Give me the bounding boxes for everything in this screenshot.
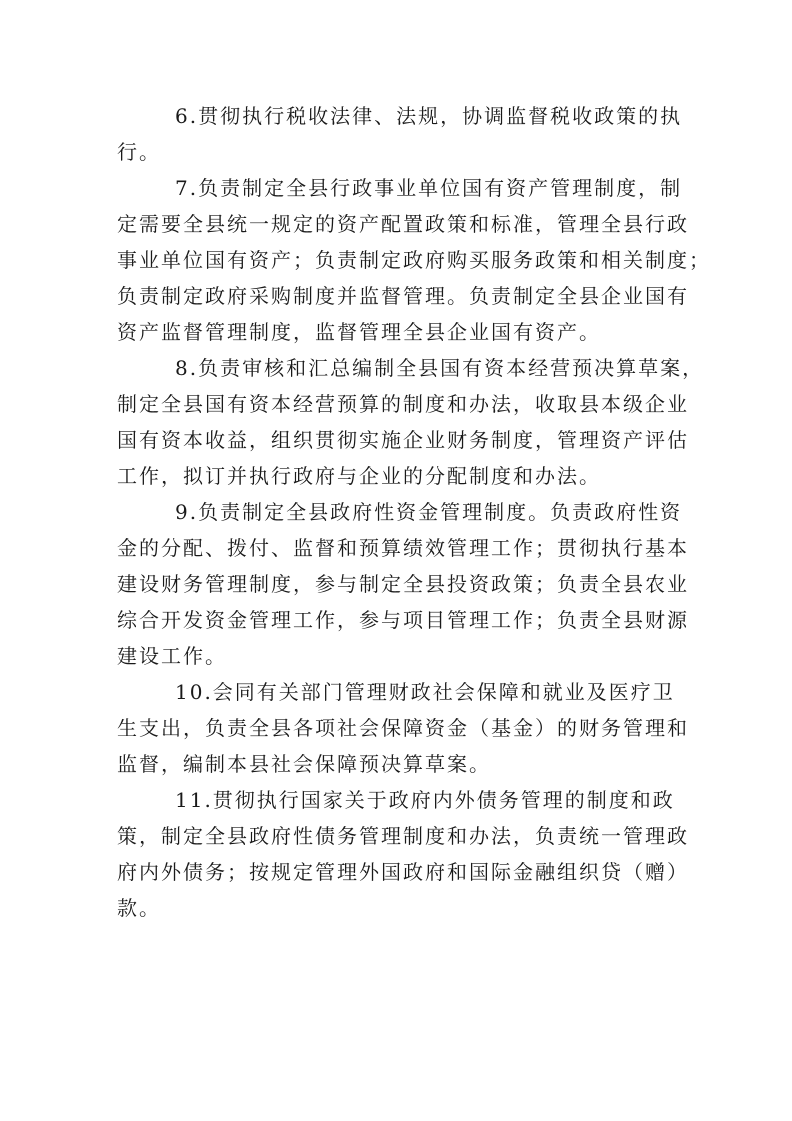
paragraph-line: 府内外债务；按规定管理外国政府和国际金融组织贷（赠） [117, 860, 689, 884]
paragraph-item-6 [117, 98, 683, 170]
paragraph-line: 定需要全县统一规定的资产配置政策和标准，管理全县行政 [117, 212, 689, 236]
paragraph-line: 行。 [117, 140, 161, 164]
paragraph-line: 综合开发资金管理工作，参与项目管理工作；负责全县财源 [117, 608, 689, 632]
paragraph-item-7 [117, 170, 711, 350]
paragraph-line: 建设工作。 [117, 644, 227, 668]
paragraph-line: 生支出，负责全县各项社会保障资金（基金）的财务管理和 [117, 716, 689, 740]
paragraph-item-10 [117, 674, 689, 782]
paragraph-line: 监督，编制本县社会保障预决算草案。 [117, 752, 491, 776]
paragraph-line: 策，制定全县政府性债务管理制度和办法，负责统一管理政 [117, 824, 689, 848]
paragraph-line: 负责制定政府采购制度并监督管理。负责制定全县企业国有 [117, 284, 689, 308]
paragraph-line: 7.负责制定全县行政事业单位国有资产管理制度，制 [175, 176, 683, 200]
paragraph-line: 9.负责制定全县政府性资金管理制度。负责政府性资 [175, 500, 683, 524]
paragraph-item-8 [117, 350, 705, 494]
paragraph-line: 8.负责审核和汇总编制全县国有资本经营预决算草案， [175, 356, 705, 380]
paragraph-item-9 [117, 494, 689, 674]
paragraph-line: 11.贯彻执行国家关于政府内外债务管理的制度和政 [175, 788, 675, 812]
paragraph-line: 金的分配、拨付、监督和预算绩效管理工作；贯彻执行基本 [117, 536, 689, 560]
paragraph-line: 工作，拟订并执行政府与企业的分配制度和办法。 [117, 464, 601, 488]
paragraph-line: 国有资本收益，组织贯彻实施企业财务制度，管理资产评估 [117, 428, 689, 452]
document-body [117, 98, 711, 926]
paragraph-line: 10.会同有关部门管理财政社会保障和就业及医疗卫 [175, 680, 675, 704]
paragraph-line: 6.贯彻执行税收法律、法规，协调监督税收政策的执 [175, 104, 683, 128]
paragraph-line: 制定全县国有资本经营预算的制度和办法，收取县本级企业 [117, 392, 689, 416]
paragraph-item-11 [117, 782, 689, 926]
paragraph-line: 建设财务管理制度，参与制定全县投资政策；负责全县农业 [117, 572, 689, 596]
paragraph-line: 资产监督管理制度，监督管理全县企业国有资产。 [117, 320, 601, 344]
paragraph-line: 事业单位国有资产；负责制定政府购买服务政策和相关制度； [117, 248, 711, 272]
paragraph-line: 款。 [117, 896, 161, 920]
